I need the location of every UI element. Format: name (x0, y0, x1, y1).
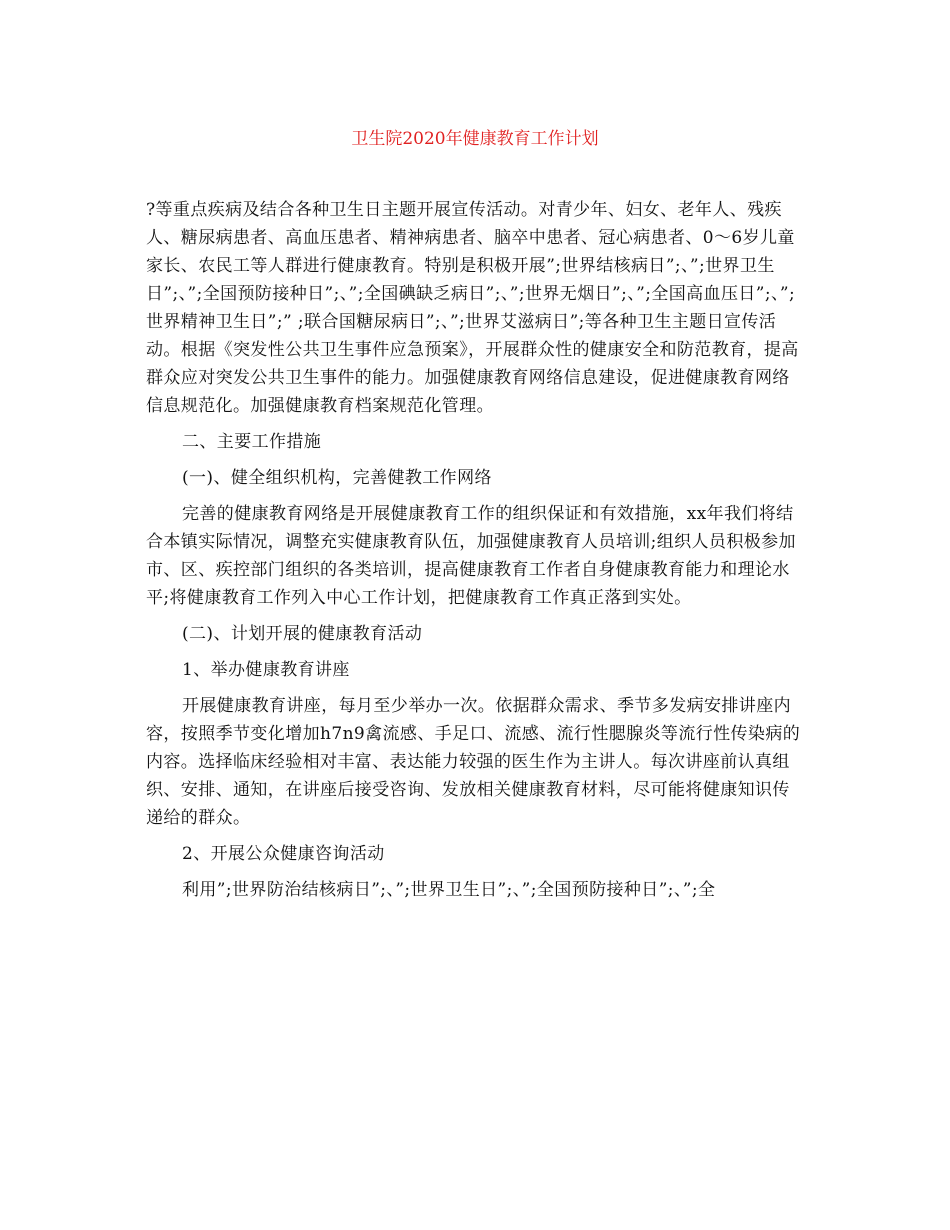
item-heading-lectures: 1、举办健康教育讲座 (182, 660, 350, 680)
subsection-heading-organization: (一)、健全组织机构，完善健教工作网络 (182, 468, 492, 488)
paragraph-organization: 完善的健康教育网络是开展健康教育工作的组织保证和有效措施，xx年我们将结合本镇实际情况，调整充实健康教育队伍，加强健康教育人员培训;组织人员积极参加市、区、疾控部门组织的各类培训，提高健康教育工作者自身健康教育能力和理论水平;将健康教育工作列入中心工作计划，把健康教育工作真正落到实处。 (146, 504, 796, 608)
paragraph-continuation: ?等重点疾病及结合各种卫生日主题开展宣传活动。对青少年、妇女、老年人、残疾人、糖尿病患者、高血压患者、精神病患者、脑卒中患者、冠心病患者、0～6岁儿童家长、农民工等人群进行健康教育。特别是积极开展”;世界结核病日”;、”;世界卫生日”;、”;全国预防接种日”;、”;全国碘缺乏病日”;、”;世界无烟日”;、”;全国高血压日”;、”;世界精神卫生日”;” ;联合国糖尿病日”;、”;世界艾滋病日”;等各种卫生主题日宣传活动。根据《突发性公共卫生事件应急预案》，开展群众性的健康安全和防范教育，提高群众应对突发公共卫生事件的能力。加强健康教育网络信息建设，促进健康教育网络信息规范化。加强健康教育档案规范化管理。 (146, 200, 799, 416)
paragraph-consultation: 利用”;世界防治结核病日”;、”;世界卫生日”;、”;全国预防接种日”;、”;全 (182, 880, 716, 900)
paragraph-lectures: 开展健康教育讲座，每月至少举办一次。依据群众需求、季节多发病安排讲座内容，按照季节变化增加h7n9禽流感、手足口、流感、流行性腮腺炎等流行性传染病的内容。选择临床经验相对丰富、表达能力较强的医生作为主讲人。每次讲座前认真组织、安排、通知，在讲座后接受咨询、发放相关健康教育材料，尽可能将健康知识传递给的群众。 (146, 696, 801, 828)
section-heading-main-measures: 二、主要工作措施 (182, 432, 322, 452)
item-heading-consultation: 2、开展公众健康咨询活动 (182, 844, 385, 864)
subsection-heading-activities: (二)、计划开展的健康教育活动 (182, 624, 423, 644)
document-title: 卫生院2020年健康教育工作计划 (351, 129, 599, 149)
document-body (146, 196, 806, 912)
